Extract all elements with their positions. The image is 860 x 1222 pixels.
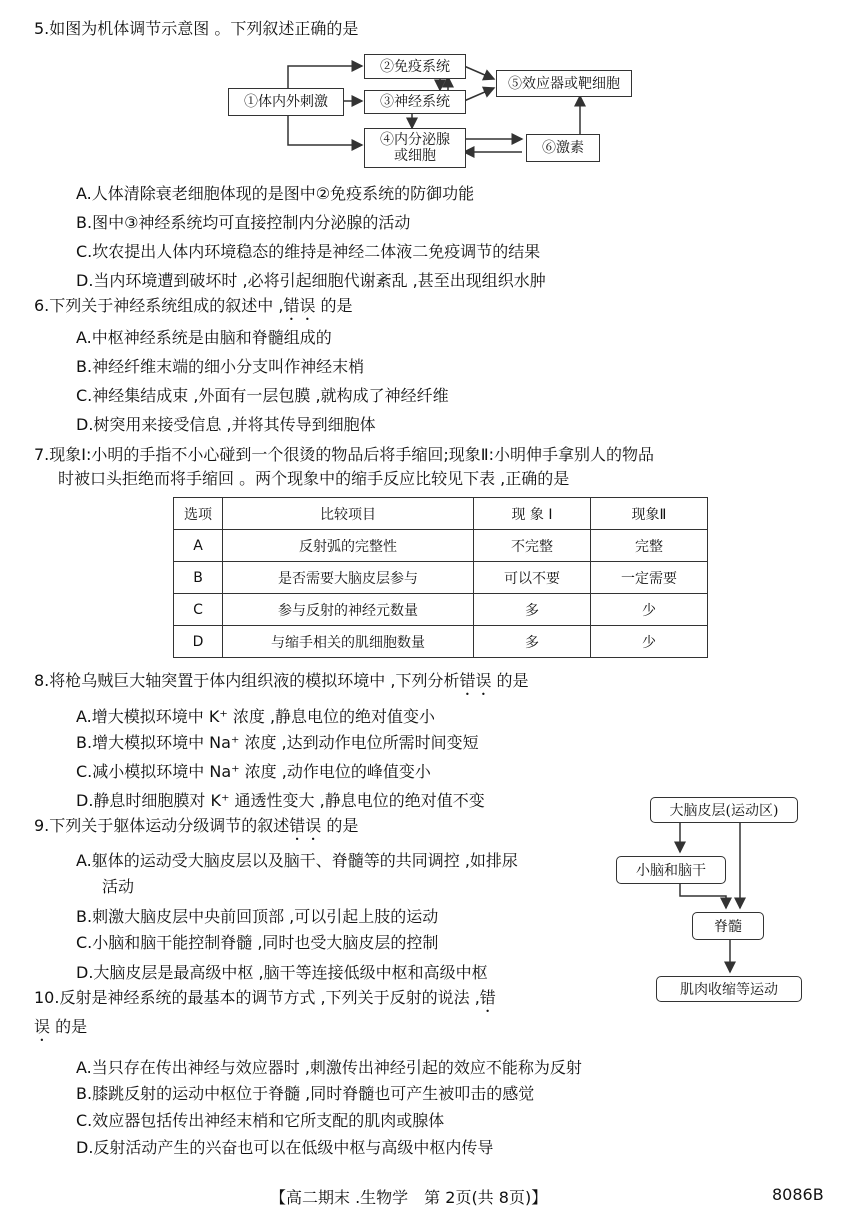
table-header-cell: 现 象 Ⅰ xyxy=(474,498,591,530)
q7-stem-line1: 7.现象Ⅰ:小明的手指不小心碰到一个很烫的物品后将手缩回;现象Ⅱ:小明伸手拿别人的物品 xyxy=(34,445,655,464)
q8-stem-pre: 8.将枪乌贼巨大轴突置于体内组织液的模拟环境中 ,下列分析 xyxy=(34,671,460,690)
q10-stem-pre: 10.反射是神经系统的最基本的调节方式 ,下列关于反射的说法 , xyxy=(34,988,480,1007)
q9-option-a-cont: 活动 xyxy=(102,877,135,896)
table-cell: 多 xyxy=(474,594,591,626)
q5-option-a: A.人体清除衰老细胞体现的是图中②免疫系统的防御功能 xyxy=(76,184,475,203)
q8-option-a: A.增大模拟环境中 K⁺ 浓度 ,静息电位的绝对值变小 xyxy=(76,707,436,726)
table-cell: 是否需要大脑皮层参与 xyxy=(223,562,474,594)
exam-code: 8086B xyxy=(772,1185,824,1204)
q5-stem: 5.如图为机体调节示意图 。下列叙述正确的是 xyxy=(34,19,359,38)
q9-option-a: A.躯体的运动受大脑皮层以及脑干、脊髓等的共同调控 ,如排尿 xyxy=(76,851,518,870)
q9-node-cerebellum: 小脑和脑干 xyxy=(616,856,726,884)
q6-option-b: B.神经纤维末端的细小分支叫作神经末梢 xyxy=(76,357,365,376)
q5-option-c: C.坎农提出人体内环境稳态的维持是神经二体液二免疫调节的结果 xyxy=(76,242,541,261)
q6-option-a: A.中枢神经系统是由脑和脊髓组成的 xyxy=(76,328,332,347)
table-cell: 少 xyxy=(591,626,708,658)
q5-node-hormone: ⑥激素 xyxy=(526,134,600,162)
q10-stem-emphasis-2: 误 xyxy=(34,1017,51,1036)
q5-node-endocrine-line2: 或细胞 xyxy=(394,148,436,164)
q9-stem xyxy=(34,815,358,844)
q8-option-b: B.增大模拟环境中 Na⁺ 浓度 ,达到动作电位所需时间变短 xyxy=(76,733,479,752)
table-cell: 少 xyxy=(591,594,708,626)
table-cell: D xyxy=(174,626,223,658)
q9-option-b: B.刺激大脑皮层中央前回顶部 ,可以引起上肢的运动 xyxy=(76,907,439,926)
table-cell: B xyxy=(174,562,223,594)
q8-option-d: D.静息时细胞膜对 K⁺ 通透性变大 ,静息电位的绝对值不变 xyxy=(76,791,485,810)
table-cell: 不完整 xyxy=(474,530,591,562)
q8-stem-emphasis: 错误 xyxy=(459,671,492,690)
table-cell: 完整 xyxy=(591,530,708,562)
q6-option-d: D.树突用来接受信息 ,并将其传导到细胞体 xyxy=(76,415,376,434)
q10-option-d: D.反射活动产生的兴奋也可以在低级中枢与高级中枢内传导 xyxy=(76,1138,494,1157)
q5-option-b: B.图中③神经系统均可直接控制内分泌腺的活动 xyxy=(76,213,411,232)
q6-stem-pre: 6.下列关于神经系统组成的叙述中 , xyxy=(34,296,284,315)
q9-stem-post: 的是 xyxy=(321,816,359,835)
table-cell: C xyxy=(174,594,223,626)
q6-stem-emphasis: 错误 xyxy=(283,296,316,315)
q8-option-c: C.减小模拟环境中 Na⁺ 浓度 ,动作电位的峰值变小 xyxy=(76,762,431,781)
q7-stem-line2: 时被口头拒绝而将手缩回 。两个现象中的缩手反应比较见下表 ,正确的是 xyxy=(58,469,570,488)
q10-option-c: C.效应器包括传出神经末梢和它所支配的肌肉或腺体 xyxy=(76,1111,445,1130)
q10-stem-line1 xyxy=(34,987,496,1016)
q10-stem-emphasis-1: 错 xyxy=(479,988,496,1007)
table-header-cell: 比较项目 xyxy=(223,498,474,530)
q6-stem-post: 的是 xyxy=(315,296,353,315)
table-cell: 参与反射的神经元数量 xyxy=(223,594,474,626)
q9-stem-emphasis: 错误 xyxy=(289,816,322,835)
table-cell: 多 xyxy=(474,626,591,658)
q5-option-d: D.当内环境遭到破坏时 ,必将引起细胞代谢紊乱 ,甚至出现组织水肿 xyxy=(76,271,546,290)
q9-stem-pre: 9.下列关于躯体运动分级调节的叙述 xyxy=(34,816,290,835)
q5-node-nervous: ③神经系统 xyxy=(364,90,466,114)
q5-node-effector: ⑤效应器或靶细胞 xyxy=(496,70,632,97)
q9-node-muscle: 肌肉收缩等运动 xyxy=(656,976,802,1002)
table-cell: 与缩手相关的肌细胞数量 xyxy=(223,626,474,658)
q9-node-spinal-cord: 脊髓 xyxy=(692,912,764,940)
q5-node-endocrine-line1: ④内分泌腺 xyxy=(380,132,450,148)
q5-node-stimulus: ①体内外刺激 xyxy=(228,88,344,116)
q9-option-d: D.大脑皮层是最高级中枢 ,脑干等连接低级中枢和高级中枢 xyxy=(76,963,488,982)
table-header-cell: 现象Ⅱ xyxy=(591,498,708,530)
q9-node-cortex: 大脑皮层(运动区) xyxy=(650,797,798,823)
table-cell: 反射弧的完整性 xyxy=(223,530,474,562)
q10-option-a: A.当只存在传出神经与效应器时 ,刺激传出神经引起的效应不能称为反射 xyxy=(76,1058,582,1077)
q5-node-immune: ②免疫系统 xyxy=(364,54,466,79)
q6-option-c: C.神经集结成束 ,外面有一层包膜 ,就构成了神经纤维 xyxy=(76,386,449,405)
q10-stem-line2 xyxy=(34,1016,87,1045)
q10-option-b: B.膝跳反射的运动中枢位于脊髓 ,同时脊髓也可产生被叩击的感觉 xyxy=(76,1084,535,1103)
table-cell: A xyxy=(174,530,223,562)
q8-stem-post: 的是 xyxy=(491,671,529,690)
q10-stem-post: 的是 xyxy=(50,1017,88,1036)
page-footer: 【高二期末 .生物学 第 2页(共 8页)】 xyxy=(270,1188,548,1207)
table-header-cell: 选项 xyxy=(174,498,223,530)
table-cell: 可以不要 xyxy=(474,562,591,594)
q9-option-c: C.小脑和脑干能控制脊髓 ,同时也受大脑皮层的控制 xyxy=(76,933,439,952)
table-cell: 一定需要 xyxy=(591,562,708,594)
